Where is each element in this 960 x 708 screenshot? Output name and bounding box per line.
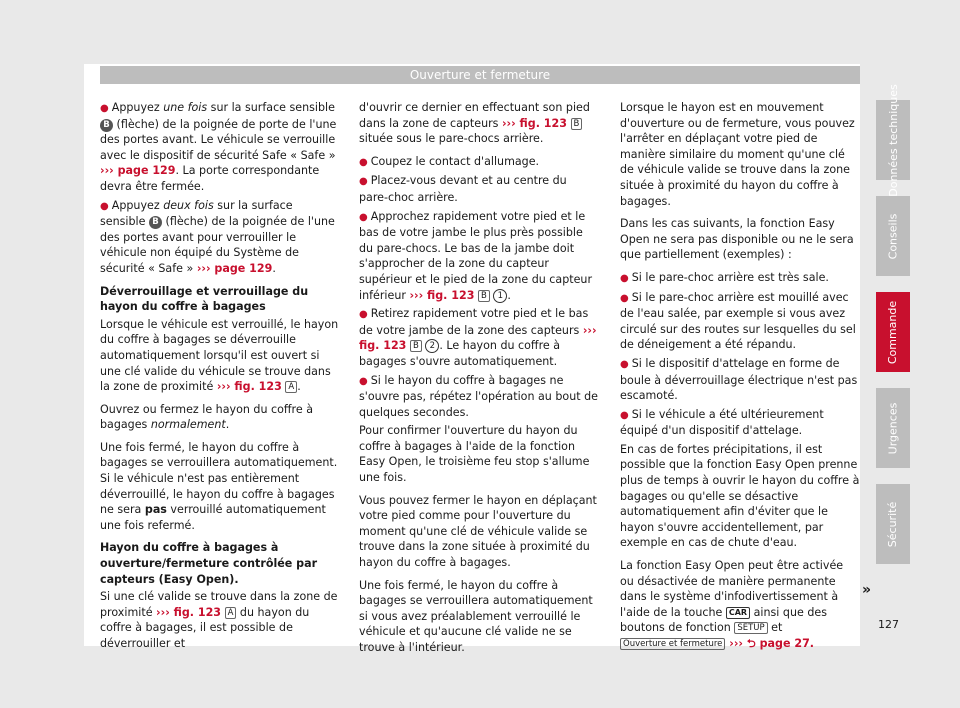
car-icon: CAR <box>726 607 750 619</box>
bullet-item: ● Approchez rapidement votre pied et le bas de votre jambe le plus près possible du pare-chocs. Le bas de la jambe doit s'approcher de la zone du capteur supérieur et le pied de la zone du capteur inférieur ››› fig. 123 B 1 . <box>359 209 593 302</box>
page-ref-link[interactable]: ››› page 129 <box>196 261 273 275</box>
bullet-icon: ● <box>359 211 368 223</box>
paragraph: En cas de fortes précipitations, il est possible que la fonction Easy Open prenne plus de temps à ouvrir le hayon du coffre à bagages ou qu'elle se désactive automatiquement afin d'éviter que le hayon s'ouvre accidentellement, par exemple en cas de chute d'eau. <box>620 442 860 550</box>
bullet-item: ● Si le dispositif d'attelage en forme de boule à déverrouillage électrique n'est pas escamoté. <box>620 356 858 403</box>
label-b-icon: B <box>149 216 162 229</box>
tab-commande[interactable]: Commande <box>876 292 910 372</box>
paragraph: d'ouvrir ce dernier en effectuant son pied dans la zone de capteurs ››› fig. 123 B située sous le pare-chocs arrière. <box>359 101 590 146</box>
step-1-icon: 1 <box>493 289 507 303</box>
paragraph: Lorsque le véhicule est verrouillé, le hayon du coffre à bagages se déverrouille automatiquement lorsqu'il est ouvert si une clé valide du véhicule se trouve dans la zone de proximité ››› fig. 123 A . <box>100 317 339 394</box>
bullet-icon: ● <box>620 409 629 421</box>
tab-securite[interactable]: Sécurité <box>876 484 910 564</box>
bullet-icon: ● <box>100 103 109 114</box>
text-column-1 <box>100 100 340 659</box>
text-column-3 <box>620 100 860 659</box>
fig-ref-link[interactable]: ››› fig. 123 <box>501 116 567 130</box>
bullet-item: ● Si le véhicule a été ultérieurement équipé d'un dispositif d'attelage. <box>620 407 824 438</box>
section-heading: Déverrouillage et verrouillage du hayon du coffre à bagages <box>100 284 309 314</box>
label-b-icon: B <box>571 118 583 130</box>
page-ref-link[interactable]: ››› ⮌ page 27. <box>725 637 815 650</box>
setup-button-icon: SETUP <box>734 622 767 634</box>
tab-donnees-techniques[interactable]: Données techniques <box>876 100 910 180</box>
text-column-2 <box>359 100 599 663</box>
step-2-icon: 2 <box>425 339 439 353</box>
ouverture-fermeture-button-icon: Ouverture et fermeture <box>620 638 725 650</box>
paragraph: Une fois fermé, le hayon du coffre à bagages se verrouillera automatiquement. Si le véhicule n'est pas entièrement déverrouillé, le hayon du coffre à bagages ne sera pas verrouillé automatiquement une fois refermé. <box>100 440 338 532</box>
bullet-item: ● Coupez le contact d'allumage. <box>359 154 540 168</box>
fig-ref-link[interactable]: ››› fig. 123 <box>409 288 475 302</box>
label-a-icon: A <box>285 381 297 393</box>
paragraph: Dans les cas suivants, la fonction Easy Open ne sera pas disponible ou ne le sera que partiellement (exemples) : <box>620 217 854 262</box>
label-b-icon: B <box>478 290 490 302</box>
fig-ref-link[interactable]: ››› fig. 123 <box>216 380 282 394</box>
bullet-item: ● Appuyez deux fois sur la surface sensible B (flèche) de la poignée de l'une des portes avant pour verrouiller le véhicule non équipé du Système de sécurité « Safe » ››› page 129. <box>100 198 335 275</box>
label-b-icon: B <box>410 340 422 352</box>
tab-urgences[interactable]: Urgences <box>876 388 910 468</box>
bullet-icon: ● <box>359 309 368 321</box>
bullet-icon: ● <box>359 176 368 188</box>
paragraph: Si une clé valide se trouve dans la zone de proximité ››› fig. 123 A du hayon du coffre à bagages, il est possible de déverrouiller et <box>100 590 338 650</box>
bullet-icon: ● <box>620 292 629 304</box>
page-number: 127 <box>878 618 899 631</box>
bullet-icon: ● <box>620 272 629 284</box>
fig-ref-link[interactable]: ››› fig. 123 <box>359 323 597 353</box>
continue-arrow-icon: » <box>862 582 872 598</box>
bullet-item: ● Appuyez une fois sur la surface sensible B (flèche) de la poignée de porte de l'une des portes avant. Le véhicule se verrouille avec le dispositif de sécurité Safe « Safe » ››› page 129. La porte correspondante devra être fermée. <box>100 101 337 193</box>
bullet-icon: ● <box>620 358 629 370</box>
paragraph: Pour confirmer l'ouverture du hayon du coffre à bagages à l'aide de la fonction Easy Open, le troisième feu stop s'allume une fois. <box>359 424 590 485</box>
bullet-item: ● Retirez rapidement votre pied et le bas de votre jambe de la zone des capteurs ››› fig. 123 B 2 . Le hayon du coffre à bagages s'ouvre automatiquement. <box>359 307 597 368</box>
bullet-icon: ● <box>359 375 368 387</box>
bullet-item: ● Si le pare-choc arrière est très sale. <box>620 270 829 284</box>
bullet-icon: ● <box>359 156 368 168</box>
label-b-icon: B <box>100 119 113 132</box>
paragraph: Vous pouvez fermer le hayon en déplaçant votre pied comme pour l'ouverture du moment qu'une clé de véhicule valide se trouve dans la zone située à proximité du hayon du coffre à bagages. <box>359 493 597 570</box>
bullet-item: ● Si le hayon du coffre à bagages ne s'ouvre pas, répétez l'opération au bout de quelques secondes. <box>359 373 598 419</box>
bullet-item: ● Si le pare-choc arrière est mouillé avec de l'eau salée, par exemple si vous avez circulé sur des routes sur lesquelles du sel de déneigement a été répandu. <box>620 290 856 352</box>
bullet-item: ● Placez-vous devant et au centre du pare-choc arrière. <box>359 174 567 204</box>
page-header: Ouverture et fermeture <box>100 66 860 84</box>
section-heading: Hayon du coffre à bagages à ouverture/fermeture contrôlée par capteurs (Easy Open). <box>100 541 318 586</box>
tab-conseils[interactable]: Conseils <box>876 196 910 276</box>
paragraph: Ouvrez ou fermez le hayon du coffre à bagages normalement. <box>100 402 314 432</box>
paragraph: La fonction Easy Open peut être activée ou désactivée de manière permanente dans le système d'infodivertissement à l'aide de la touche CAR ainsi que des boutons de fonction SETUP et Ouverture et fermeture ››› ⮌ page 27. <box>620 559 844 650</box>
fig-ref-link[interactable]: ››› fig. 123 <box>156 605 222 619</box>
paragraph: Une fois fermé, le hayon du coffre à bagages se verrouillera automatiquement si vous avez préalablement verrouillé le véhicule et qu'aucune clé valide ne se trouve à l'intérieur. <box>359 578 593 654</box>
crossref-icon: ⮌ <box>746 637 756 650</box>
label-a-icon: A <box>225 607 237 619</box>
page-ref-link[interactable]: ››› page 129 <box>100 164 176 178</box>
bullet-icon: ● <box>100 200 109 212</box>
paragraph: Lorsque le hayon est en mouvement d'ouverture ou de fermeture, vous pouvez l'arrêter en déplaçant votre pied de manière similaire du moment qu'une clé de véhicule valide se trouve dans la zone située à proximité du hayon du coffre à bagages. <box>620 101 855 208</box>
